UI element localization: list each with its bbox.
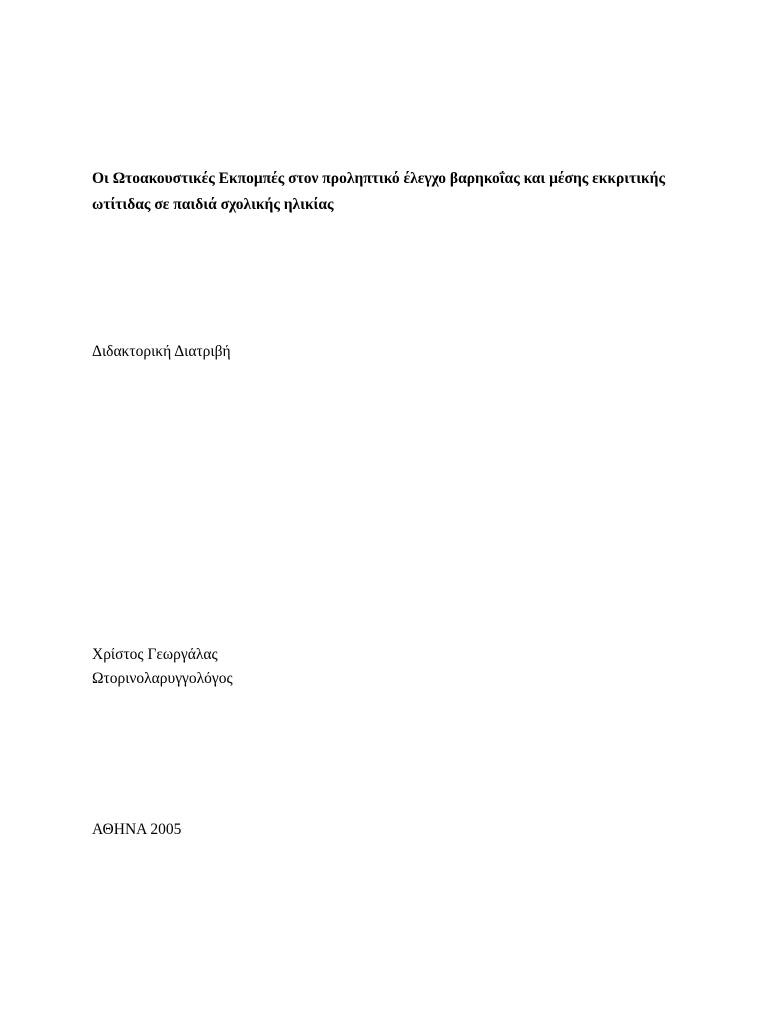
thesis-title [92,166,692,218]
thesis-title-line-1: Οι Ωτοακουστικές Εκπομπές στον προληπτικό έλεγχο βαρηκοΐας και μέσης εκκριτικής [92,170,665,187]
thesis-type: Διδακτορική Διατριβή [92,343,231,360]
author-name: Χρίστος Γεωργάλας [92,646,218,663]
author-role: Ωτορινολαρυγγολόγος [92,670,233,687]
thesis-title-line-2: ωτίτιδας σε παιδιά σχολικής ηλικίας [92,196,334,213]
place-year: ΑΘΗΝΑ 2005 [92,821,182,838]
